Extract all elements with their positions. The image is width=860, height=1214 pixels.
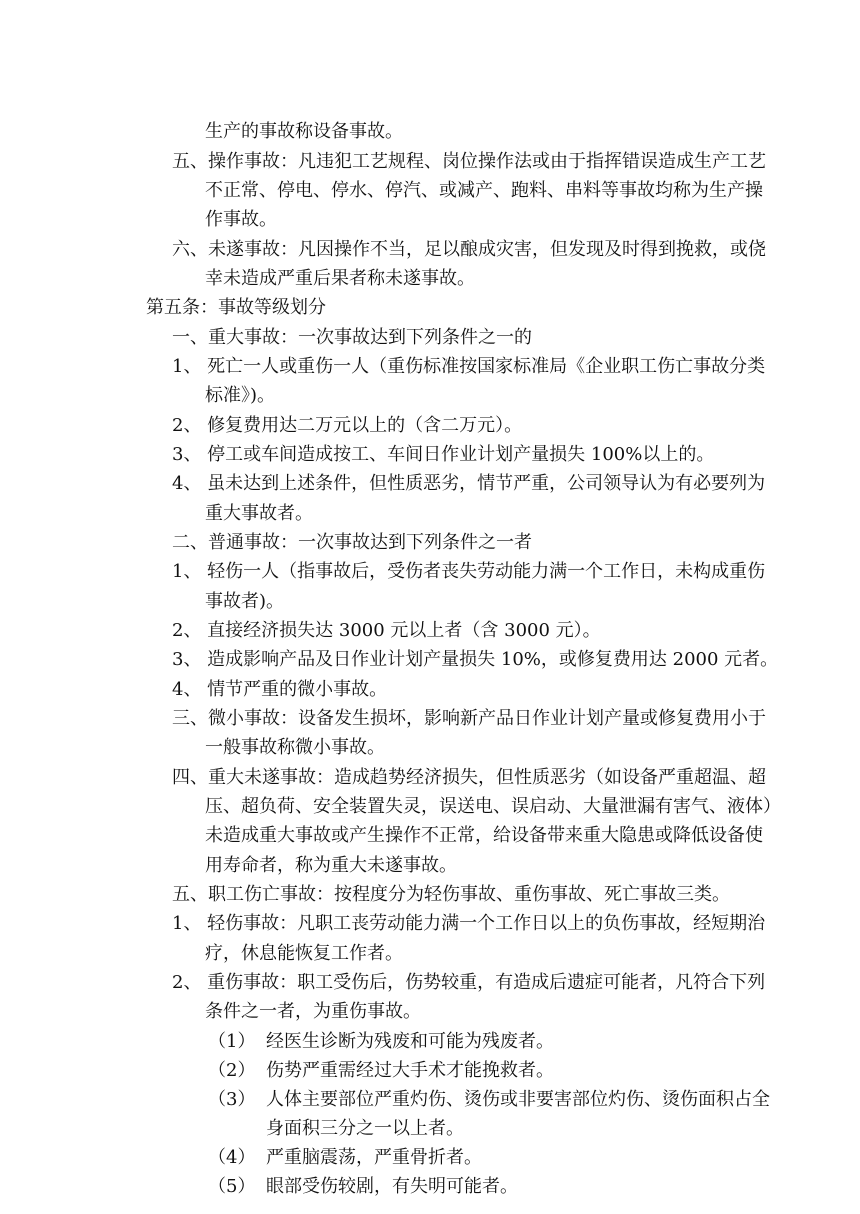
text-line: 标准》)。 [205, 385, 276, 406]
text-line: 1、 轻伤一人（指事故后，受伤者丧失劳动能力满一个工作日，未构成重伤 [172, 561, 766, 582]
sub-item-number: （2） [208, 1060, 256, 1081]
text-line: 五、职工伤亡事故：按程度分为轻伤事故、重伤事故、死亡事故三类。 [172, 884, 730, 905]
sub-item-text: 严重脑震荡，严重骨折者。 [266, 1147, 482, 1168]
sub-item-text: 伤势严重需经过大手术才能挽救者。 [266, 1060, 554, 1081]
sub-item-text: 经医生诊断为残废和可能为残废者。 [266, 1031, 554, 1052]
sub-item-number: （1） [208, 1031, 256, 1052]
text-line: 1、 死亡一人或重伤一人（重伤标准按国家标准局《企业职工伤亡事故分类 [172, 356, 766, 377]
text-line: 四、重大未遂事故：造成趋势经济损失，但性质恶劣（如设备严重超温、超 [172, 767, 766, 788]
sub-item-number: （3） [208, 1089, 256, 1110]
text-line: 压、超负荷、安全装置失灵，误送电、误启动、大量泄漏有害气、液体） [205, 796, 781, 817]
sub-item-number: （4） [208, 1147, 256, 1168]
text-line: 一般事故称微小事故。 [205, 737, 385, 758]
text-line: 3、 造成影响产品及日作业计划产量损失 10%，或修复费用达 2000 元者。 [172, 649, 779, 670]
text-line: 2、 重伤事故：职工受伤后，伤势较重，有造成后遗症可能者，凡符合下列 [172, 972, 766, 993]
text-line: 作事故。 [205, 209, 277, 230]
text-line: 未造成重大事故或产生操作不正常，给设备带来重大隐患或降低设备使 [205, 825, 763, 846]
text-line: 2、 直接经济损失达 3000 元以上者（含 3000 元）。 [172, 620, 601, 641]
text-line: 幸未造成严重后果者称未遂事故。 [205, 268, 475, 289]
text-line: 疗，休息能恢复工作者。 [205, 943, 403, 964]
section-heading: 第五条：事故等级划分 [146, 297, 326, 318]
sub-item-number: （5） [208, 1176, 256, 1197]
text-line: 1、 轻伤事故：凡职工丧劳动能力满一个工作日以上的负伤事故，经短期治 [172, 913, 766, 934]
sub-item-text: 人体主要部位严重灼伤、烫伤或非要害部位灼伤、烫伤面积占全 [266, 1089, 770, 1110]
text-line: 4、 虽未达到上述条件，但性质恶劣，情节严重，公司领导认为有必要列为 [172, 473, 766, 494]
sub-item-text: 身面积三分之一以上者。 [266, 1118, 464, 1139]
text-line: 生产的事故称设备事故。 [205, 121, 403, 142]
text-line: 一、重大事故：一次事故达到下列条件之一的 [172, 327, 532, 348]
text-line: 不正常、停电、停水、停汽、或减产、跑料、串料等事故均称为生产操 [205, 180, 763, 201]
text-line: 五、操作事故：凡违犯工艺规程、岗位操作法或由于指挥错误造成生产工艺 [172, 151, 766, 172]
sub-item-text: 眼部受伤较剧，有失明可能者。 [266, 1176, 518, 1197]
text-line: 二、普通事故：一次事故达到下列条件之一者 [172, 532, 532, 553]
text-line: 4、 情节严重的微小事故。 [172, 679, 388, 700]
text-line: 2、 修复费用达二万元以上的（含二万元）。 [172, 415, 523, 436]
text-line: 条件之一者，为重伤事故。 [205, 1001, 421, 1022]
text-line: 六、未遂事故：凡因操作不当，足以酿成灾害，但发现及时得到挽救，或侥 [172, 239, 766, 260]
text-line: 用寿命者，称为重大未遂事故。 [205, 855, 457, 876]
text-line: 三、微小事故：设备发生损坏，影响新产品日作业计划产量或修复费用小于 [172, 708, 766, 729]
text-line: 事故者)。 [205, 591, 285, 612]
text-line: 3、 停工或车间造成按工、车间日作业计划产量损失 100%以上的。 [172, 444, 715, 465]
text-line: 重大事故者。 [205, 503, 313, 524]
